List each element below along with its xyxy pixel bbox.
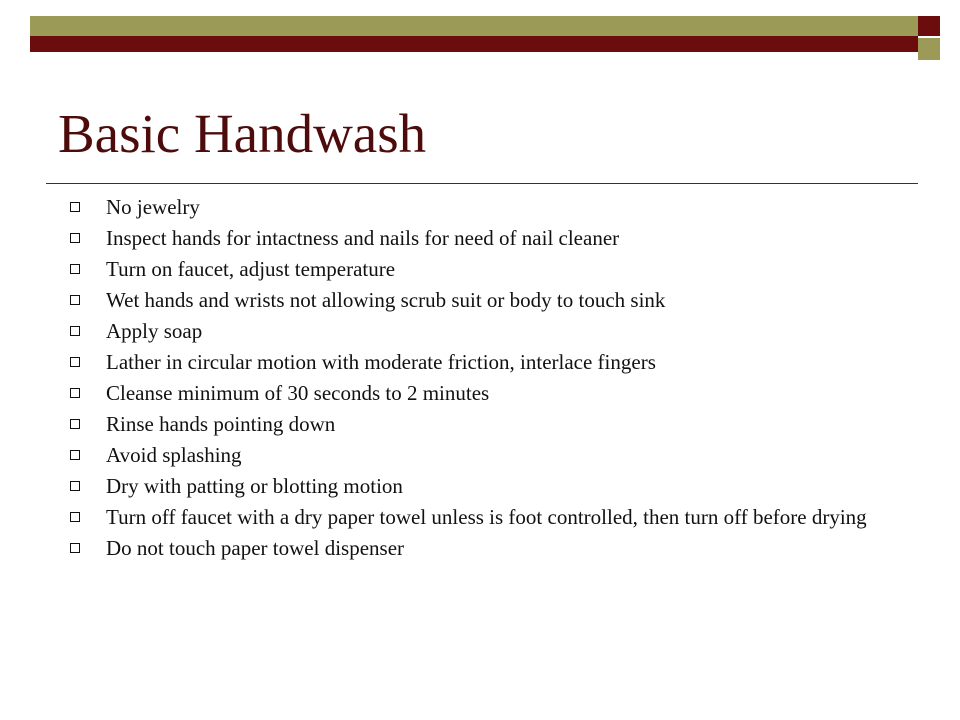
bullet-text: Dry with patting or blotting motion	[106, 474, 403, 498]
title-divider	[46, 183, 918, 184]
hollow-square-icon	[70, 388, 80, 398]
bullet-list	[70, 196, 910, 568]
bullet-text: Cleanse minimum of 30 seconds to 2 minutes	[106, 381, 490, 405]
header-banner-olive	[30, 16, 918, 36]
hollow-square-icon	[70, 233, 80, 243]
list-item	[70, 413, 910, 435]
bullet-text: Rinse hands pointing down	[106, 412, 336, 436]
list-item	[70, 537, 910, 559]
bullet-text: Turn on faucet, adjust temperature	[106, 257, 396, 281]
list-item	[70, 196, 910, 218]
hollow-square-icon	[70, 264, 80, 274]
list-item	[70, 289, 910, 311]
list-item	[70, 320, 910, 342]
bullet-text: Apply soap	[106, 319, 203, 343]
corner-accent-olive	[918, 38, 940, 60]
hollow-square-icon	[70, 512, 80, 522]
hollow-square-icon	[70, 450, 80, 460]
header-banner-red	[30, 36, 918, 52]
hollow-square-icon	[70, 326, 80, 336]
list-item	[70, 227, 910, 249]
bullet-text: Wet hands and wrists not allowing scrub suit or body to touch sink	[106, 288, 666, 312]
bullet-text: Inspect hands for intactness and nails for need of nail cleaner	[106, 226, 620, 250]
bullet-text: No jewelry	[106, 195, 200, 219]
bullet-text: Avoid splashing	[106, 443, 242, 467]
bullet-text: Lather in circular motion with moderate friction, interlace fingers	[106, 350, 656, 374]
list-item	[70, 444, 910, 466]
hollow-square-icon	[70, 481, 80, 491]
hollow-square-icon	[70, 543, 80, 553]
list-item	[70, 475, 910, 497]
corner-accent-red	[918, 16, 940, 36]
list-item	[70, 258, 910, 280]
slide-title: Basic Handwash	[58, 103, 427, 164]
bullet-text: Do not touch paper towel dispenser	[106, 536, 405, 560]
hollow-square-icon	[70, 202, 80, 212]
list-item	[70, 506, 910, 528]
list-item	[70, 382, 910, 404]
list-item	[70, 351, 910, 373]
hollow-square-icon	[70, 295, 80, 305]
hollow-square-icon	[70, 357, 80, 367]
hollow-square-icon	[70, 419, 80, 429]
bullet-text: Turn off faucet with a dry paper towel unless is foot controlled, then turn off before drying	[106, 505, 867, 529]
